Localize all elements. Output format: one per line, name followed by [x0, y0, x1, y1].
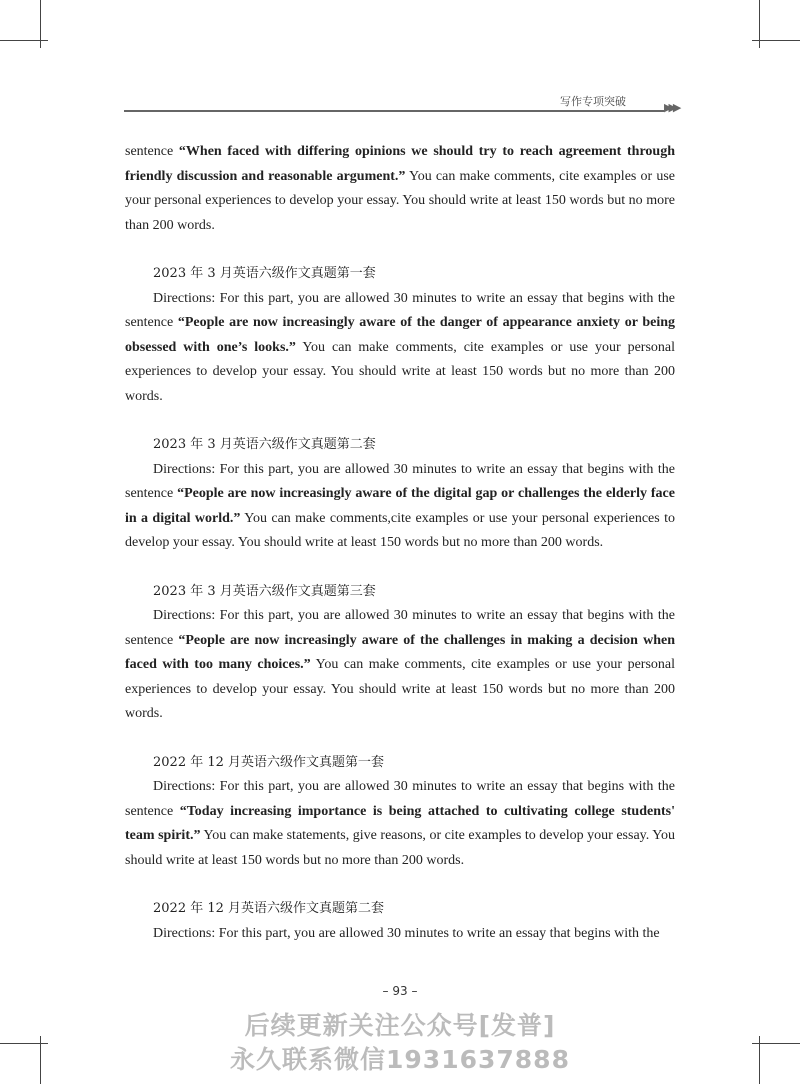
arrow-icon: ▶▶▶	[664, 101, 678, 114]
intro-paragraph	[125, 140, 675, 238]
section-title: 2022 年 12 月英语六级作文真题第二套	[153, 901, 385, 916]
directions-paragraph	[125, 775, 675, 873]
directions-paragraph	[125, 458, 675, 556]
prompt-sentence: “People are now increasingly aware of the challenges in making a decision when faced with too many choices.”	[125, 632, 675, 672]
watermark-line: 永久联系微信1931637888	[230, 1045, 570, 1074]
directions-paragraph	[125, 922, 675, 947]
header-rule	[124, 110, 664, 112]
para-text: You can make comments,cite examples or use your personal experiences to develop your essay. You should write at least 150 words but no more than 200 words.	[125, 510, 675, 550]
section-title: 2022 年 12 月英语六级作文真题第一套	[153, 754, 385, 770]
para-text: You can make comments, cite examples or use your personal experiences to develop your essay. You should write at least 150 words but no more than 200 words.	[125, 168, 675, 233]
para-text: Directions: For this part, you are allowed 30 minutes to write an essay that begins with the sentence	[125, 779, 675, 819]
watermark-line: 后续更新关注公众号[发普]	[244, 1011, 556, 1040]
para-text: You can make statements, give reasons, or cite examples to develop your essay. You should write at least 150 words but no more than 200 words.	[125, 828, 675, 868]
section-title: 2023 年 3 月英语六级作文真题第二套	[153, 437, 376, 452]
prompt-sentence: “People are now increasingly aware of the digital gap or challenges the elderly face in a digital world.”	[125, 486, 675, 526]
section-title: 2023 年 3 月英语六级作文真题第三套	[153, 583, 376, 599]
para-text: Directions: For this part, you are allowed 30 minutes to write an essay that begins with the sentence	[125, 290, 675, 330]
prompt-sentence: “People are now increasingly aware of the danger of appearance anxiety or being obsessed with one’s looks.”	[125, 315, 675, 355]
page-number: – 93 –	[382, 984, 418, 998]
directions-paragraph	[125, 604, 675, 727]
para-text: Directions: For this part, you are allowed 30 minutes to write an essay that begins with the sentence	[125, 608, 675, 648]
section-header: 写作专项突破	[560, 95, 626, 108]
prompt-sentence: “When faced with differing opinions we should try to reach agreement through friendly discussion and reasonable argument.”	[125, 144, 675, 184]
para-text: Directions: For this part, you are allowed 30 minutes to write an essay that begins with the	[153, 925, 660, 941]
page-content	[125, 140, 675, 946]
para-text: sentence	[125, 144, 179, 159]
section-title: 2023 年 3 月英语六级作文真题第一套	[153, 266, 376, 281]
para-text: Directions: For this part, you are allowed 30 minutes to write an essay that begins with the sentence	[125, 461, 675, 501]
crop-mark	[0, 40, 48, 41]
prompt-sentence: “Today increasing importance is being attached to cultivating college students' team spirit.”	[125, 803, 675, 843]
directions-paragraph	[125, 287, 675, 410]
crop-mark	[752, 40, 800, 41]
para-text: You can make comments, cite examples or use your personal experiences to develop your essay. You should write at least 150 words but no more than 200 words.	[125, 339, 675, 404]
para-text: You can make comments, cite examples or use your personal experiences to develop your essay. You should write at least 150 words but no more than 200 words.	[125, 657, 675, 721]
